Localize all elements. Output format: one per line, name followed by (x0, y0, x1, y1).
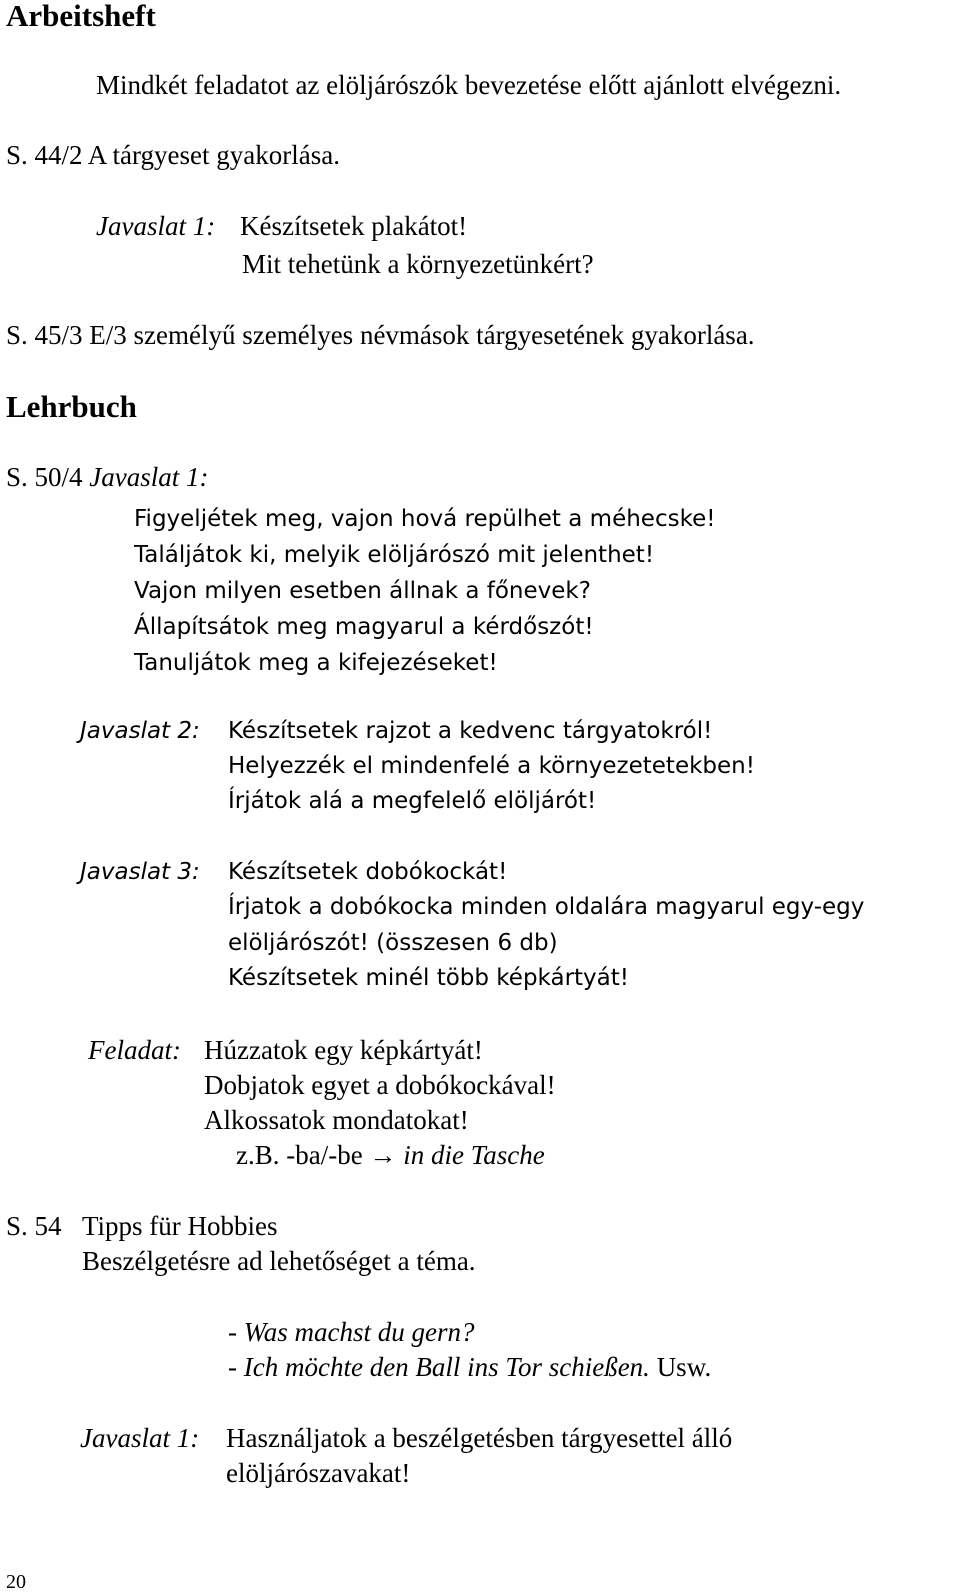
javaslat2-label: Javaslat 2: (80, 718, 200, 744)
feladat-line: Alkossatok mondatokat! (204, 1105, 469, 1135)
s45-ref: S. 45/3 (6, 320, 83, 350)
s50-javaslat1-line: Vajon milyen esetben állnak a főnevek? (134, 578, 591, 604)
s44-ref: S. 44/2 (6, 140, 83, 170)
s50-javaslat1-line: Figyeljétek meg, vajon hová repülhet a méhecske! (134, 506, 716, 532)
javaslat2-line: Készítsetek rajzot a kedvenc tárgyatokról! (228, 718, 713, 744)
s54-ref: S. 54 (6, 1211, 62, 1241)
s54-javaslat1-line1: Használjatok a beszélgetésben tárgyesettel álló (226, 1423, 733, 1453)
javaslat3-label: Javaslat 3: (80, 859, 200, 885)
s54-text: Beszélgetésre ad lehetőséget a téma. (82, 1246, 476, 1276)
feladat-line: Húzzatok egy képkártyát! (204, 1035, 483, 1065)
s50-line (6, 464, 209, 491)
s54-title: Tipps für Hobbies (82, 1211, 278, 1241)
s50-ref: S. 50/4 (6, 462, 83, 492)
s50-javaslat1-label: Javaslat 1: (89, 462, 209, 492)
arrow-right-icon: → (369, 1140, 397, 1170)
dialog-dash: - (228, 1352, 237, 1382)
feladat-line: Dobjatok egyet a dobókockával! (204, 1070, 556, 1100)
arbeitsheft-intro: Mindkét feladatot az elöljárószók bevezetése előtt ajánlott elvégezni. (96, 70, 842, 100)
feladat-example (236, 1142, 545, 1169)
dialog-answer: Ich möchte den Ball ins Tor schießen. (243, 1352, 650, 1382)
javaslat3-line: Készítsetek dobókockát! (228, 859, 508, 885)
dialog-suffix: Usw. (656, 1352, 712, 1382)
javaslat2-line: Helyezzék el mindenfelé a környezetetekben! (228, 753, 755, 779)
s50-javaslat1-line: Tanuljátok meg a kifejezéseket! (134, 650, 498, 676)
arbeitsheft-javaslat1-label: Javaslat 1: (96, 211, 216, 241)
example-prefix: z.B. -ba/-be (236, 1140, 363, 1170)
lehrbuch-heading: Lehrbuch (6, 389, 137, 424)
dialog-dash: - (228, 1317, 237, 1347)
feladat-label: Feladat: (88, 1035, 181, 1065)
arbeitsheft-javaslat1-line2: Mit tehetünk a környezetünkért? (242, 249, 594, 279)
s45-line (6, 322, 755, 349)
s44-text: A tárgyeset gyakorlása. (87, 140, 340, 170)
javaslat3-line: Írjatok a dobókocka minden oldalára magyarul egy-egy (228, 894, 865, 920)
arbeitsheft-heading: Arbeitsheft (6, 0, 156, 33)
s50-javaslat1-line: Találjátok ki, melyik elöljárószó mit jelenthet! (134, 542, 655, 568)
dialog-line-1 (228, 1319, 475, 1346)
arbeitsheft-javaslat1-line1: Készítsetek plakátot! (240, 211, 468, 241)
s50-javaslat1-line: Állapítsátok meg magyarul a kérdőszót! (134, 614, 594, 640)
dialog-line-2 (228, 1354, 711, 1381)
s44-line (6, 142, 340, 169)
example-italic: in die Tasche (403, 1140, 545, 1170)
page-number: 20 (6, 1571, 26, 1593)
javaslat3-line: elöljárószót! (összesen 6 db) (228, 930, 558, 956)
s45-text: E/3 személyű személyes névmások tárgyesetének gyakorlása. (89, 320, 755, 350)
javaslat2-line: Írjátok alá a megfelelő elöljárót! (228, 788, 597, 814)
s54-javaslat1-line2: elöljárószavakat! (226, 1458, 411, 1488)
dialog-question: Was machst du gern? (243, 1317, 475, 1347)
javaslat3-line: Készítsetek minél több képkártyát! (228, 965, 629, 991)
s54-javaslat1-label: Javaslat 1: (80, 1423, 200, 1453)
